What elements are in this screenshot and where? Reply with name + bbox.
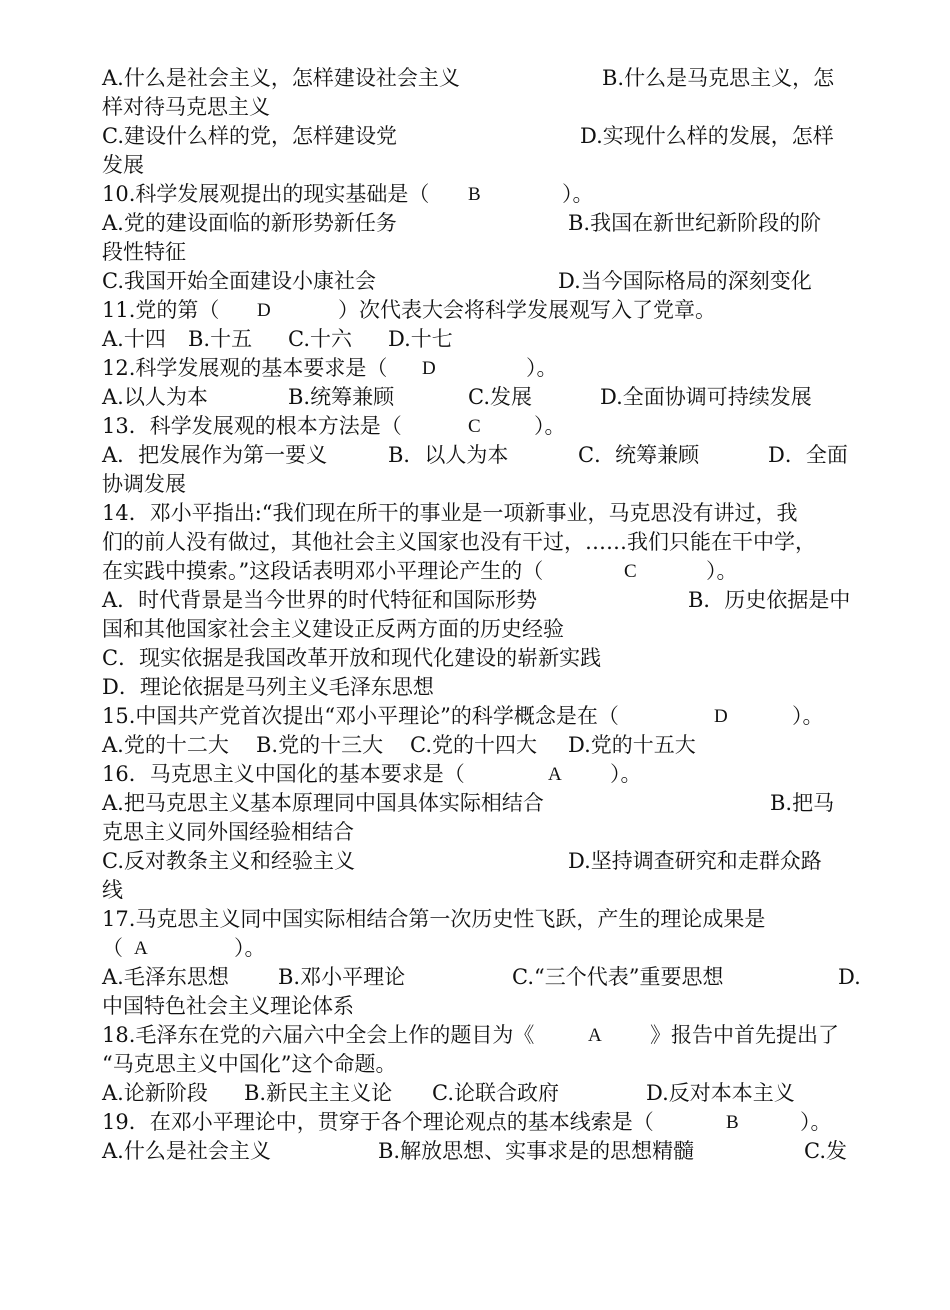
q12-option-b: B.统筹兼顾 [288, 385, 395, 409]
q16-option-b-line2: 克思主义同外国经验相结合 [102, 820, 354, 844]
q14-stem-text-2: 们的前人没有做过，其他社会主义国家也没有干过，……我们只能在干中学， [102, 530, 816, 554]
q13-option-c: C．统筹兼顾 [578, 443, 700, 467]
q19-option-c: C.发 [804, 1139, 847, 1163]
q14-option-c-line [102, 644, 854, 673]
q10-stem [102, 180, 854, 209]
q10-options-cd [102, 267, 854, 296]
q14-answer: C [624, 561, 637, 582]
q15-option-d: D.党的十五大 [568, 733, 696, 757]
q9-options-ab [102, 64, 854, 93]
q18-answer: A [588, 1025, 602, 1046]
q10-option-d: D.当今国际格局的深刻变化 [558, 269, 812, 293]
q16-option-a: A.把马克思主义基本原理同中国具体实际相结合 [102, 791, 544, 815]
q17-option-d-line2: 中国特色社会主义理论体系 [102, 994, 354, 1018]
q18-stem-line2 [102, 1050, 854, 1079]
q18-option-d: D.反对本本主义 [646, 1081, 795, 1105]
q11-stem-end: ）次代表大会将科学发展观写入了党章。 [338, 298, 716, 322]
q9-options-cd [102, 122, 854, 151]
q14-stem-end: ）。 [706, 559, 738, 583]
q15-stem [102, 702, 854, 731]
q18-option-a: A.论新阶段 [102, 1081, 208, 1105]
q13-options [102, 441, 854, 470]
q19-options [102, 1137, 854, 1166]
q19-stem-text: 19．在邓小平理论中，贯穿于各个理论观点的基本线索是（ [102, 1110, 654, 1134]
q13-option-d: D．全面 [768, 443, 848, 467]
q16-stem [102, 760, 854, 789]
q12-answer: D [422, 358, 436, 379]
q16-stem-end: ）。 [610, 762, 642, 786]
q14-stem-text-3: 在实践中摸索。”这段话表明邓小平理论产生的（ [102, 559, 544, 583]
q10-option-a: A.党的建设面临的新形势新任务 [102, 211, 397, 235]
q16-answer: A [548, 764, 562, 785]
q10-answer: B [468, 184, 481, 205]
q17-option-d: D. [838, 965, 861, 989]
q13-option-d-cont [102, 470, 854, 499]
q18-stem [102, 1021, 854, 1050]
q17-option-a: A.毛泽东思想 [102, 965, 229, 989]
q17-options [102, 963, 861, 992]
q13-answer: C [468, 416, 481, 437]
q12-stem-text: 12.科学发展观的基本要求是（ [102, 356, 388, 380]
q16-option-c: C.反对教条主义和经验主义 [102, 849, 355, 873]
q13-stem-end: ）。 [534, 414, 566, 438]
q13-option-a: A．把发展作为第一要义 [102, 443, 328, 467]
q11-options [102, 325, 854, 354]
q14-option-b: B．历史依据是中 [688, 588, 851, 612]
q16-option-b: B.把马 [770, 791, 835, 815]
q18-option-c: C.论联合政府 [432, 1081, 559, 1105]
q14-option-d-line [102, 673, 854, 702]
q9-option-d: D.实现什么样的发展，怎样 [580, 124, 834, 148]
q11-option-a: A.十四 [102, 327, 166, 351]
q15-stem-text: 15.中国共产党首次提出“邓小平理论”的科学概念是在（ [102, 704, 619, 728]
q14-stem-text-1: 14．邓小平指出:“我们现在所干的事业是一项新事业，马克思没有讲过，我 [102, 501, 798, 525]
q10-option-b-line2: 段性特征 [102, 240, 186, 264]
q9-option-b-cont [102, 93, 854, 122]
q10-stem-text: 10.科学发展观提出的现实基础是（ [102, 182, 430, 206]
q14-option-a: A．时代背景是当今世界的时代特征和国际形势 [102, 588, 538, 612]
q14-stem-line1 [102, 499, 854, 528]
q10-option-b-cont [102, 238, 854, 267]
q14-option-b-cont [102, 615, 854, 644]
q15-stem-end: ）。 [792, 704, 824, 728]
q10-options-ab [102, 209, 854, 238]
q10-option-b: B.我国在新世纪新阶段的阶 [568, 211, 822, 235]
q11-option-c: C.十六 [288, 327, 352, 351]
q17-stem-text: 17.马克思主义同中国实际相结合第一次历史性飞跃，产生的理论成果是 [102, 907, 766, 931]
q9-option-d-line2: 发展 [102, 153, 144, 177]
q17-stem [102, 905, 854, 934]
q15-options [102, 731, 854, 760]
q14-options-ab [102, 586, 854, 615]
q15-answer: D [714, 706, 728, 727]
q18-stem-text-2: “马克思主义中国化”这个命题。 [102, 1052, 397, 1076]
q10-stem-end: ）。 [562, 182, 594, 206]
q9-option-b-line2: 样对待马克思主义 [102, 95, 270, 119]
q19-answer: B [726, 1112, 739, 1133]
q9-option-d-cont [102, 151, 854, 180]
q12-stem-end: ）。 [526, 356, 558, 380]
q16-stem-text: 16．马克思主义中国化的基本要求是（ [102, 762, 465, 786]
q11-option-d: D.十七 [388, 327, 453, 351]
q16-option-b-cont [102, 818, 854, 847]
q16-option-d-cont [102, 876, 854, 905]
q14-stem-line3 [102, 557, 854, 586]
q17-answer: A [134, 938, 148, 959]
q14-option-c: C．现实依据是我国改革开放和现代化建设的崭新实践 [102, 646, 602, 670]
q9-option-a: A.什么是社会主义，怎样建设社会主义 [102, 66, 460, 90]
q10-option-c: C.我国开始全面建设小康社会 [102, 269, 376, 293]
q16-options-ab [102, 789, 854, 818]
q9-option-b: B.什么是马克思主义，怎 [602, 66, 835, 90]
q12-stem [102, 354, 854, 383]
q11-stem [102, 296, 854, 325]
q19-option-a: A.什么是社会主义 [102, 1139, 271, 1163]
q15-option-c: C.党的十四大 [410, 733, 537, 757]
q12-option-c: C.发展 [468, 385, 532, 409]
q11-option-b: B.十五 [188, 327, 253, 351]
q18-stem-text: 18.毛泽东在党的六届六中全会上作的题目为《 [102, 1023, 535, 1047]
q19-stem [102, 1108, 854, 1137]
q13-stem [102, 412, 854, 441]
q17-answer-open: （ [102, 936, 123, 960]
exam-page [102, 64, 861, 1166]
q14-stem-line2 [102, 528, 854, 557]
q19-option-b: B.解放思想、实事求是的思想精髓 [378, 1139, 695, 1163]
q16-options-cd [102, 847, 854, 876]
q17-option-b: B.邓小平理论 [278, 965, 406, 989]
q11-answer: D [257, 300, 271, 321]
q14-option-b-line2: 国和其他国家社会主义建设正反两方面的历史经验 [102, 617, 564, 641]
q17-option-c: C.“三个代表”重要思想 [512, 965, 724, 989]
q16-option-d: D.坚持调查研究和走群众路 [568, 849, 822, 873]
q19-stem-end: ）。 [800, 1110, 832, 1134]
q14-option-d: D．理论依据是马列主义毛泽东思想 [102, 675, 434, 699]
q9-option-c: C.建设什么样的党，怎样建设党 [102, 124, 397, 148]
q13-stem-text: 13．科学发展观的根本方法是（ [102, 414, 402, 438]
q18-stem-end: 》报告中首先提出了 [650, 1023, 839, 1047]
q18-option-b: B.新民主主义论 [244, 1081, 393, 1105]
q13-option-d-line2: 协调发展 [102, 472, 186, 496]
q18-options [102, 1079, 854, 1108]
q11-stem-text: 11.党的第（ [102, 298, 220, 322]
q12-option-d: D.全面协调可持续发展 [600, 385, 812, 409]
q17-answer-line [102, 934, 854, 963]
q12-options [102, 383, 854, 412]
q13-option-b: B．以人为本 [388, 443, 509, 467]
q17-answer-close: ）。 [234, 936, 266, 960]
q12-option-a: A.以人为本 [102, 385, 208, 409]
q15-option-a: A.党的十二大 [102, 733, 229, 757]
q17-option-d-cont [102, 992, 854, 1021]
q15-option-b: B.党的十三大 [256, 733, 384, 757]
q16-option-d-line2: 线 [102, 878, 123, 902]
